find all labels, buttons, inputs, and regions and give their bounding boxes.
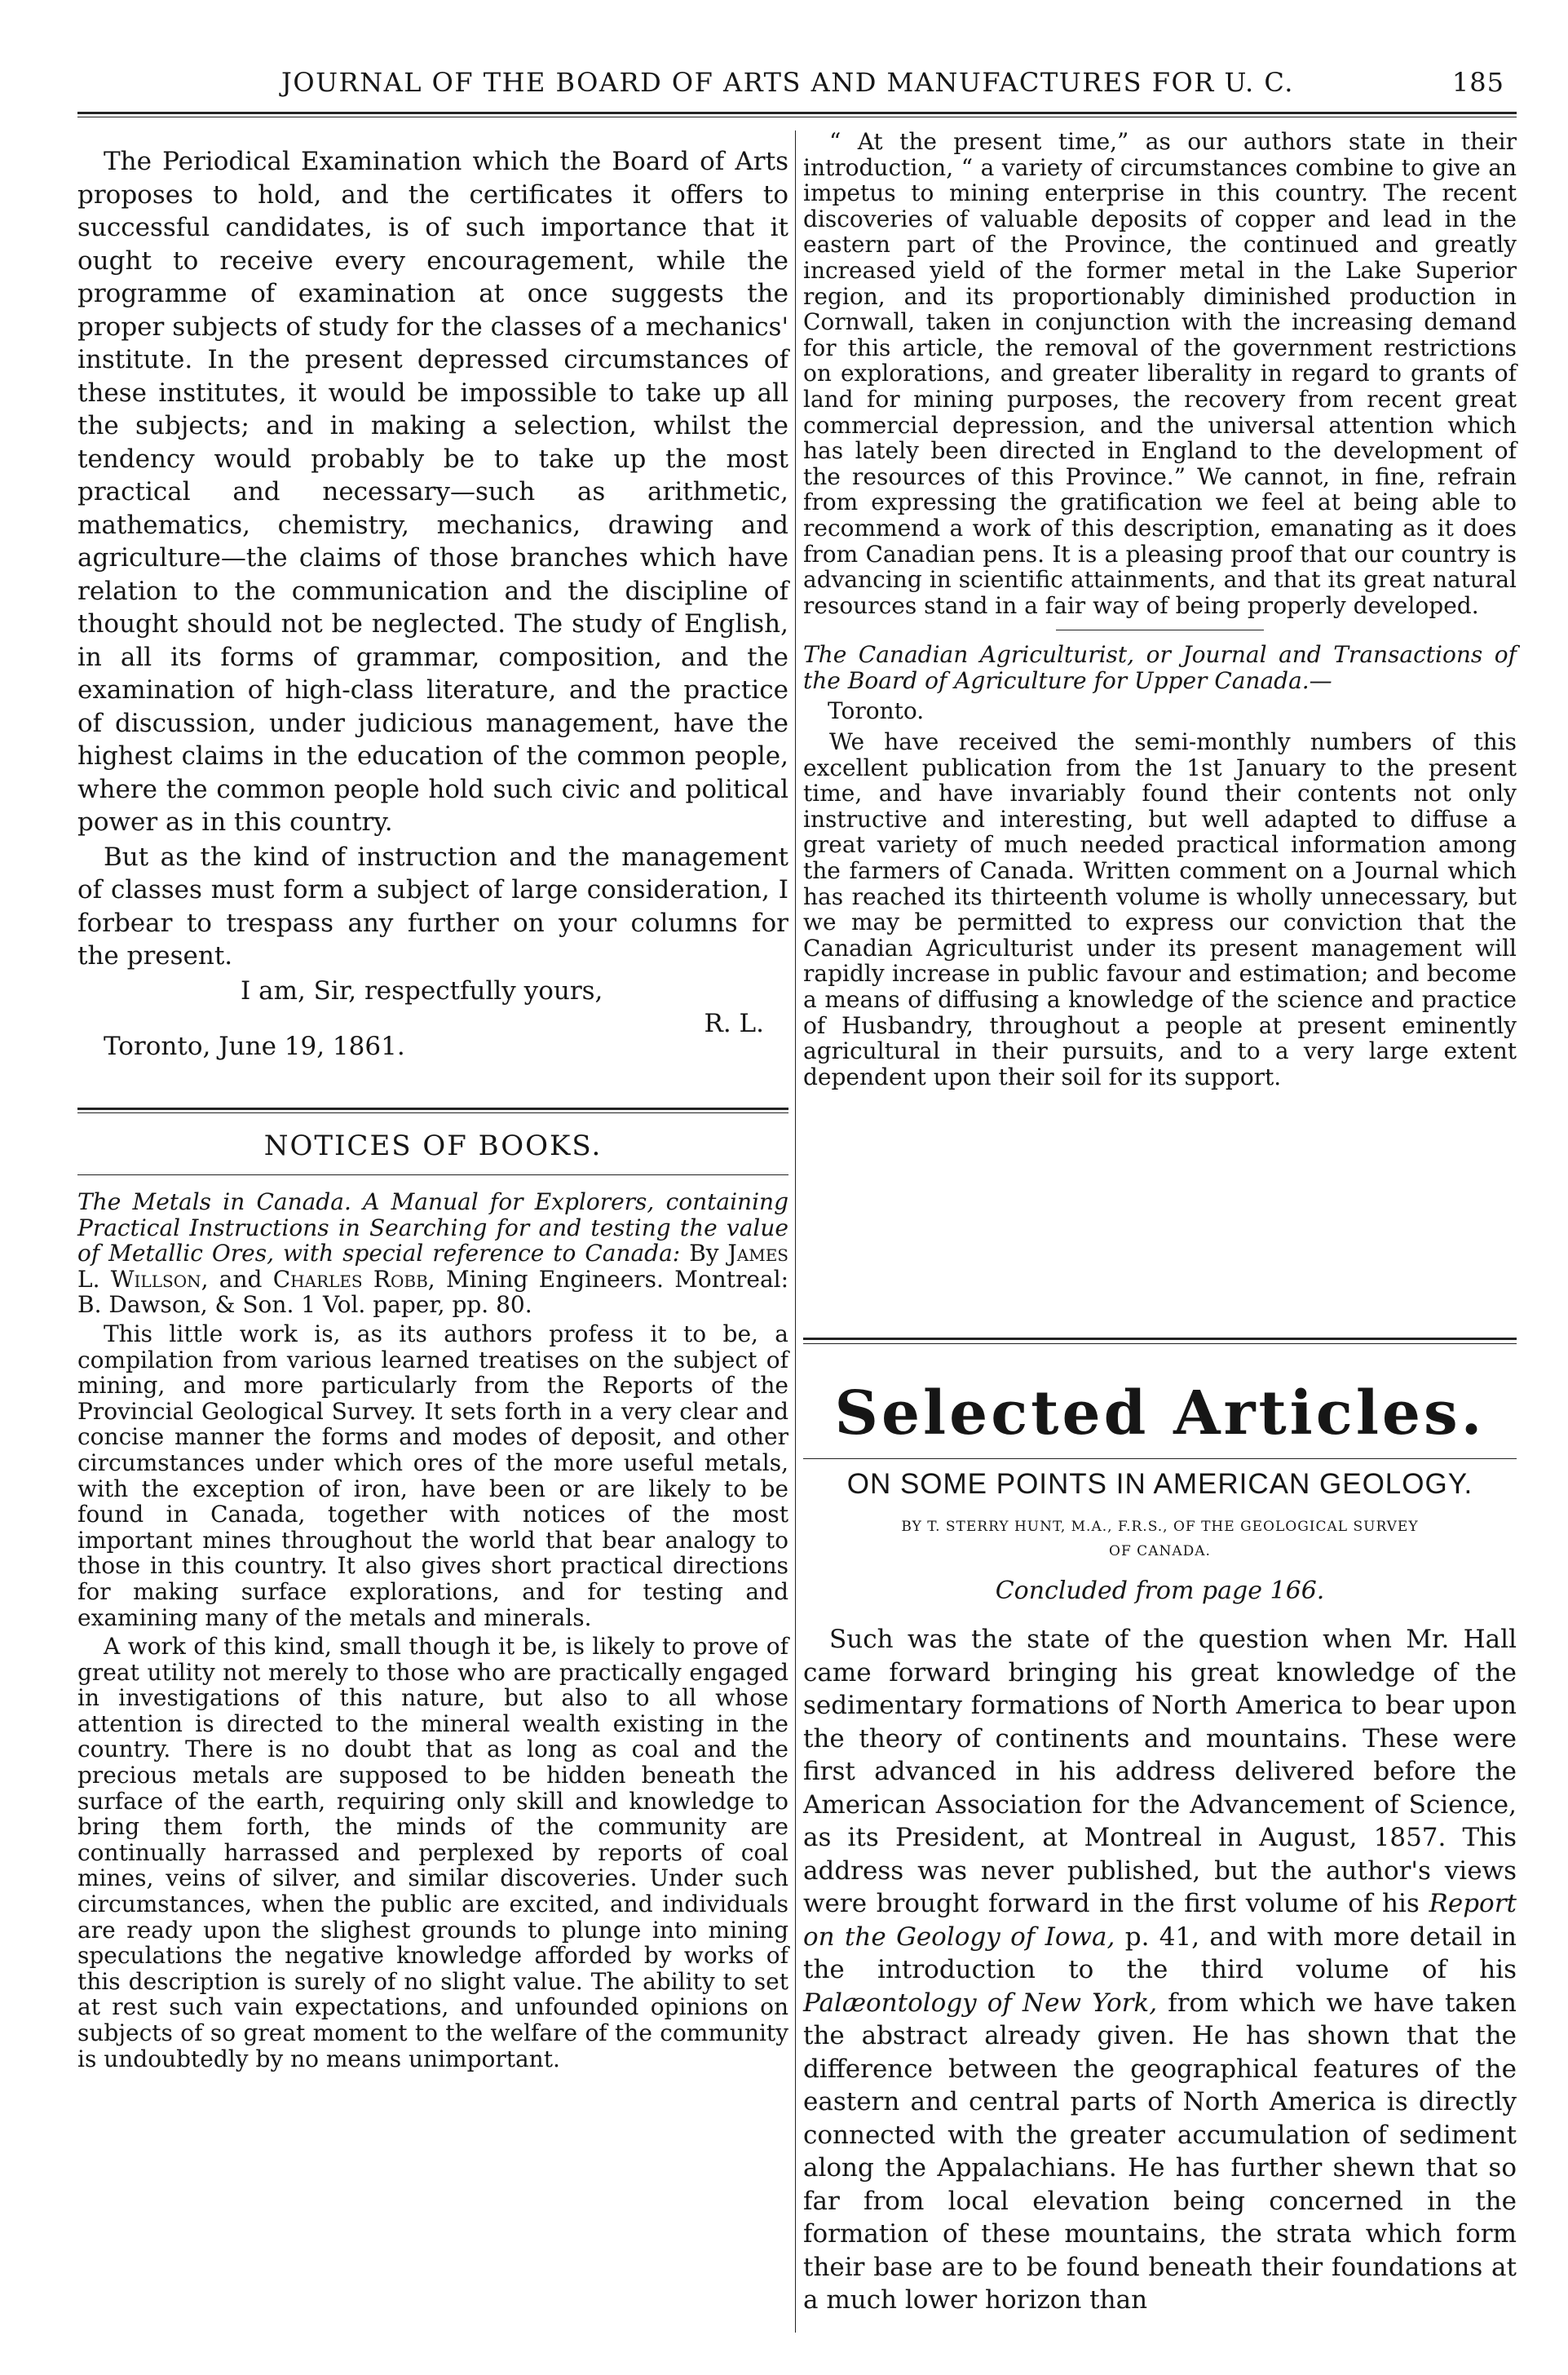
book1-paragraph: “ At the present time,” as our authors state in their introduction, “ a variety of circumstances combine to give an impetus to mining enterprise in this country. The recent discoveries of valuable deposits of copper and lead in the eastern part of the Province, the continued and greatly increased yield of the former metal in the Lake Superior region, and its proportionably diminished production in Cornwall, taken in conjunction with the increasing demand for this article, the removal of the government restrictions on explorations, and greater liberality in regard to grants of land for mining purposes, the recovery from recent great commercial depression, and the universal attention which has lately been directed in England to the development of the resources of this Province.” We cannot, in fine, refrain from expressing the gratification we feel at being able to recommend a work of this description, emanating as it does from Canadian pens. It is a pleasing proof that our country is advancing in scientific attainments, and that its great natural resources stand in a fair way of being properly developed. [803, 128, 1517, 619]
letter-initials: R. L. [704, 1009, 764, 1038]
article-title: ON SOME POINTS IN AMERICAN GEOLOGY. [846, 1468, 1473, 1500]
book1-column [77, 1189, 788, 2075]
book1-and: and [219, 1265, 263, 1293]
book2-place: Toronto. [828, 697, 925, 725]
selected-rule-top-thick [803, 1338, 1517, 1340]
book1-author2: Charles Robb, [272, 1265, 435, 1293]
byline-line1: BY T. STERRY HUNT, M.A., F.R.S., OF THE GEOLOGICAL SURVEY [901, 1519, 1419, 1535]
letter-closing: I am, Sir, respectfully yours, [241, 975, 603, 1006]
letter-paragraph: But as the kind of instruction and the management of classes must form a subject of large consideration, I forbear to trespass any further on your columns for the present. [77, 842, 788, 971]
journal-title: JOURNAL OF THE BOARD OF ARTS AND MANUFACTURES FOR U. C. [281, 67, 1294, 98]
selected-rule-bottom [803, 1458, 1517, 1459]
notices-rule-top-thick [77, 1108, 788, 1110]
letter-signoff [77, 975, 788, 1008]
book2-title: The Canadian Agriculturist, or Journal and Transactions of the Board of Agriculture for Upper Canada.— [803, 641, 1517, 694]
page-number: 185 [1451, 67, 1504, 98]
book1-continued-column [803, 129, 1517, 1095]
letter-column [77, 145, 788, 1064]
article-continuation-note: Concluded from page 166. [995, 1577, 1325, 1605]
book1-paragraph: A work of this kind, small though it be, is likely to prove of great utility not merely to those who are practically engaged in investigations of this nature, but also to all whose attention is directed to the mineral wealth existing in the country. There is no doubt that as long as coal and the precious metals are supposed to be hidden beneath the surface of the earth, requiring only skill and knowledge to bring them forth, the minds of the community are continually harrassed and perplexed by reports of coal mines, veins of silver, and similar discoveries. Under such circumstances, when the public are excited, and individuals are ready upon the slighest grounds to plunge into mining speculations the negative knowledge afforded by works of this description is surely of no slight value. The ability to set at rest such vain expectations, and unfounded opinions on subjects of so great moment to the welfare of the community is undoubtedly by no means unimportant. [77, 1633, 788, 2072]
notices-rule-top-thin [77, 1112, 788, 1113]
article-byline [803, 1515, 1517, 1563]
book1-author1: James L. Willson, [77, 1240, 788, 1293]
column-divider [795, 130, 796, 2333]
selected-articles-heading: Selected Articles. [834, 1378, 1486, 1448]
selected-rule-top-thin [803, 1343, 1517, 1344]
article-text: from which we have taken the abstract already given. He has shown that the difference between the geographical features of the eastern and central parts of North America is directly connected with the greater accumulation of sediment along the Appalachians. He has further shewn that so far from local elevation being concerned in the formation of these mountains, the strata which form their base are to be found beneath their foundations at a much lower horizon than [803, 1988, 1517, 2315]
book1-by: By [689, 1240, 719, 1267]
book1-title: The Metals in Canada. A Manual for Explorers, containing Practical Instructions in Searching for and testing the value of Metallic Ores, with special reference to Canada: [77, 1188, 788, 1267]
book1-details: Mining Engineers. Montreal: B. Dawson, & Son. 1 Vol. paper, pp. 80. [77, 1265, 789, 1319]
article-paragraph [803, 1623, 1517, 2317]
book1-paragraph: This little work is, as its authors profess it to be, a compilation from various learned treatises on the subject of mining, and more particularly from the Reports of the Provincial Geological Survey. It sets forth in a very clear and concise manner the forms and modes of deposit, and other circumstances under which ores of the more useful metals, with the exception of iron, have been or are likely to be found in Canada, together with notices of the most important mines throughout the world that bear analogy to those in this country. It also gives short practical directions for making surface explorations, and for testing and examining many of the metals and minerals. [77, 1320, 788, 1631]
page-header [77, 67, 1504, 100]
header-rule-thick [77, 112, 1517, 114]
letter-place-date: Toronto, June 19, 1861. [104, 1032, 405, 1061]
letter-paragraph: The Periodical Examination which the Board of Arts proposes to hold, and the certificates it offers to successful candidates, is of such importance that it ought to receive every encouragement, while the programme of examination at once suggests the proper subjects of study for the classes of a mechanics' institute. In the present depressed circumstances of these institutes, it would be impossible to take up all the subjects; and in making a selection, whilst the tendency would probably be to take up the most practical and necessary—such as arithmetic, mathematics, chemistry, mechanics, drawing and agriculture—the claims of those branches which have relation to the communication and the discipline of thought should not be neglected. The study of English, in all its forms of grammar, composition, and the examination of high-class literature, and the practice of discussion, under judicious management, have the highest claims in the education of the common people, where the common people hold such civic and political power as in this country. [77, 147, 788, 837]
article-body [803, 1623, 1517, 2317]
book2-paragraph: We have received the semi-monthly numbers of this excellent publication from the 1st January to the present time, and have invariably found their contents not only instructive and interesting, but well adapted to diffuse a great variety of much needed practical information among the farmers of Canada. Written comment on a Journal which has reached its thirteenth volume is wholly unnecessary, but we may be permitted to express our conviction that the Canadian Agriculturist under its present management will rapidly increase in public favour and estimation; and become a means of diffusing a knowledge of the science and practice of Husbandry, throughout a people at present eminently agricultural in their pursuits, and to a very large extent dependent upon their soil for its support. [803, 728, 1517, 1090]
article-text: Such was the state of the question when Mr. Hall came forward bringing his great knowledge of the sedimentary formations of North America to bear upon the theory of continents and mountains. These were first advanced in his address delivered before the American Association for the Advancement of Science, as its President, at Montreal in August, 1857. This address was never published, but the author's views were brought forward in the first volume of his [803, 1625, 1517, 1918]
book1-entry [77, 1189, 788, 1318]
byline-line2: OF CANADA. [1109, 1543, 1211, 1559]
article-palaeo-title: Palæontology of New York, [803, 1988, 1158, 2018]
notices-heading: NOTICES OF BOOKS. [263, 1130, 603, 1162]
notices-rule-bottom [77, 1174, 788, 1175]
letter-signature-row [77, 1007, 788, 1064]
article-report-title: Report on the Geology of Iowa, [803, 1889, 1517, 1952]
article-text: p. 41, and with more detail in the introduction to the third volume of his [803, 1922, 1517, 1984]
